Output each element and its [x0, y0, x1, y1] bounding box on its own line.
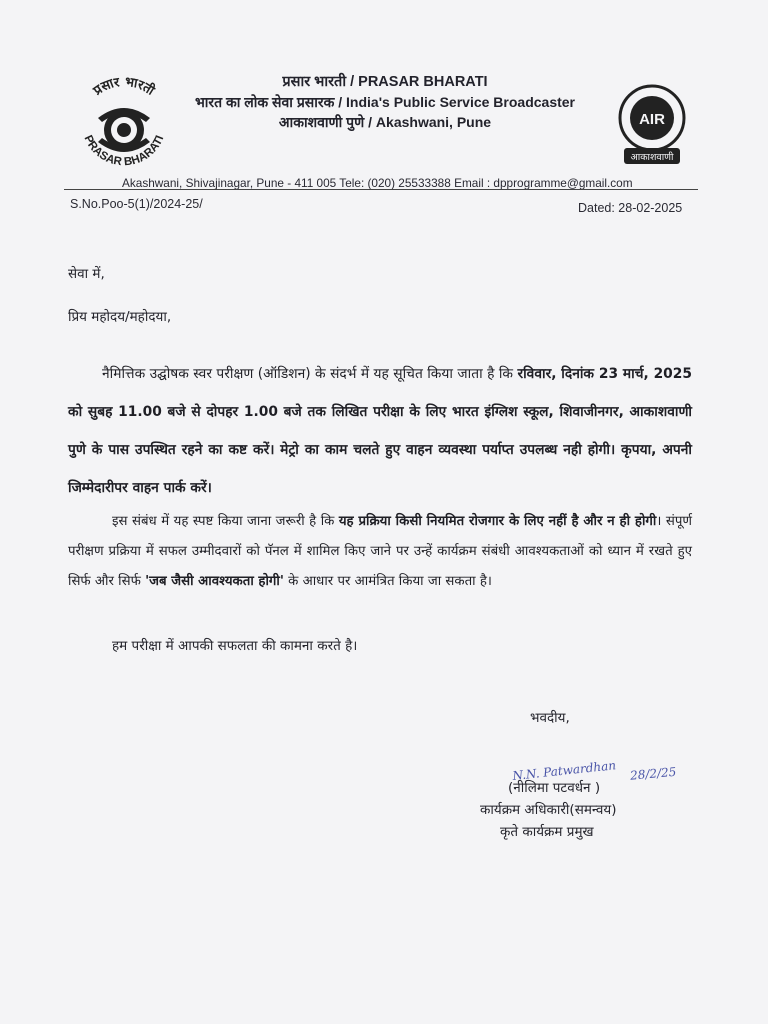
- paragraph-3: हम परीक्षा में आपकी सफलता की कामना करते है।: [112, 638, 358, 654]
- para1-intro: नैमित्तिक उद्घोषक स्वर परीक्षण (ऑडिशन) के संदर्भ में यह सूचित किया जाता है कि: [102, 366, 518, 382]
- para1-exam-details: रविवार, दिनांक 23 मार्च, 2025 को सुबह 11.00 बजे से दोपहर 1.00 बजे तक लिखित परीक्षा के लिए भारत इंग्लिश स्कूल, शिवाजीनगर, आकाशवाणी पुणे के पास उपस्थित रहने का कष्ट करें।: [68, 366, 692, 458]
- letterhead: [190, 72, 580, 132]
- closing: भवदीय,: [530, 710, 570, 726]
- svg-text:AIR: AIR: [639, 111, 665, 128]
- prasar-bharati-logo: [68, 70, 180, 182]
- svg-text:प्रसार भारती: [90, 75, 158, 100]
- paragraph-1: [68, 355, 692, 507]
- signatory-designation: कार्यक्रम अधिकारी(समन्वय): [480, 802, 617, 818]
- signatory-on-behalf: कृते कार्यक्रम प्रमुख: [500, 824, 594, 840]
- para2-emphasis: 'जब जैसी आवश्यकता होगी': [145, 574, 284, 589]
- para1-parking-note: मेट्रो का काम चलते हुए वाहन व्यवस्था पर्याप्त उपलब्ध नही होगी। कृपया, अपनी जिम्मेदारीपर वाहन पार्क करें।: [68, 442, 692, 496]
- all-india-radio-logo: [610, 82, 694, 168]
- header-divider: [64, 189, 698, 190]
- para2-body: । संपूर्ण परीक्षण प्रक्रिया में सफल उम्मीदवारों को पॅनल में शामिल किए जाने पर उन्हें कार्यक्रम संबंधी आवश्यकताओं को ध्यान में रखते हुए सिर्फ और सिर्फ: [68, 514, 692, 589]
- addressee: सेवा में,: [68, 266, 105, 282]
- signatory-name: (नीलिमा पटवर्धन ): [508, 780, 601, 796]
- serial-number: S.No.Poo-5(1)/2024-25/: [70, 197, 203, 211]
- address-line: Akashwani, Shivajinagar, Pune - 411 005 Tele: (020) 25533388 Email : dpprogramme@gmail.com: [122, 176, 633, 190]
- org-tagline: भारत का लोक सेवा प्रसारक / India's Public Service Broadcaster: [194, 94, 576, 110]
- para2-end: के आधार पर आमंत्रित किया जा सकता है।: [283, 574, 492, 589]
- para2-disclaimer: यह प्रक्रिया किसी नियमित रोजगार के लिए नहीं है और न ही होगी: [338, 514, 657, 529]
- letter-date: Dated: 28-02-2025: [578, 201, 683, 215]
- logo-arc-top: प्रसार भारती: [90, 74, 157, 99]
- logo-banner-text: आकाशवाणी: [630, 152, 674, 163]
- signature-date: 28/2/25: [629, 764, 677, 783]
- signature-name: N.N. Patwardhan: [511, 758, 617, 784]
- salutation: प्रिय महोदय/महोदया,: [68, 309, 172, 325]
- para2-intro: इस संबंध में यह स्पष्ट किया जाना जरूरी है कि: [112, 514, 339, 529]
- org-name: प्रसार भारती / PRASAR BHARATI: [282, 74, 488, 90]
- logo-arc-bottom: PRASAR BHARATI: [81, 133, 167, 169]
- paragraph-2: [68, 507, 692, 597]
- station-name: आकाशवाणी पुणे / Akashwani, Pune: [278, 114, 492, 130]
